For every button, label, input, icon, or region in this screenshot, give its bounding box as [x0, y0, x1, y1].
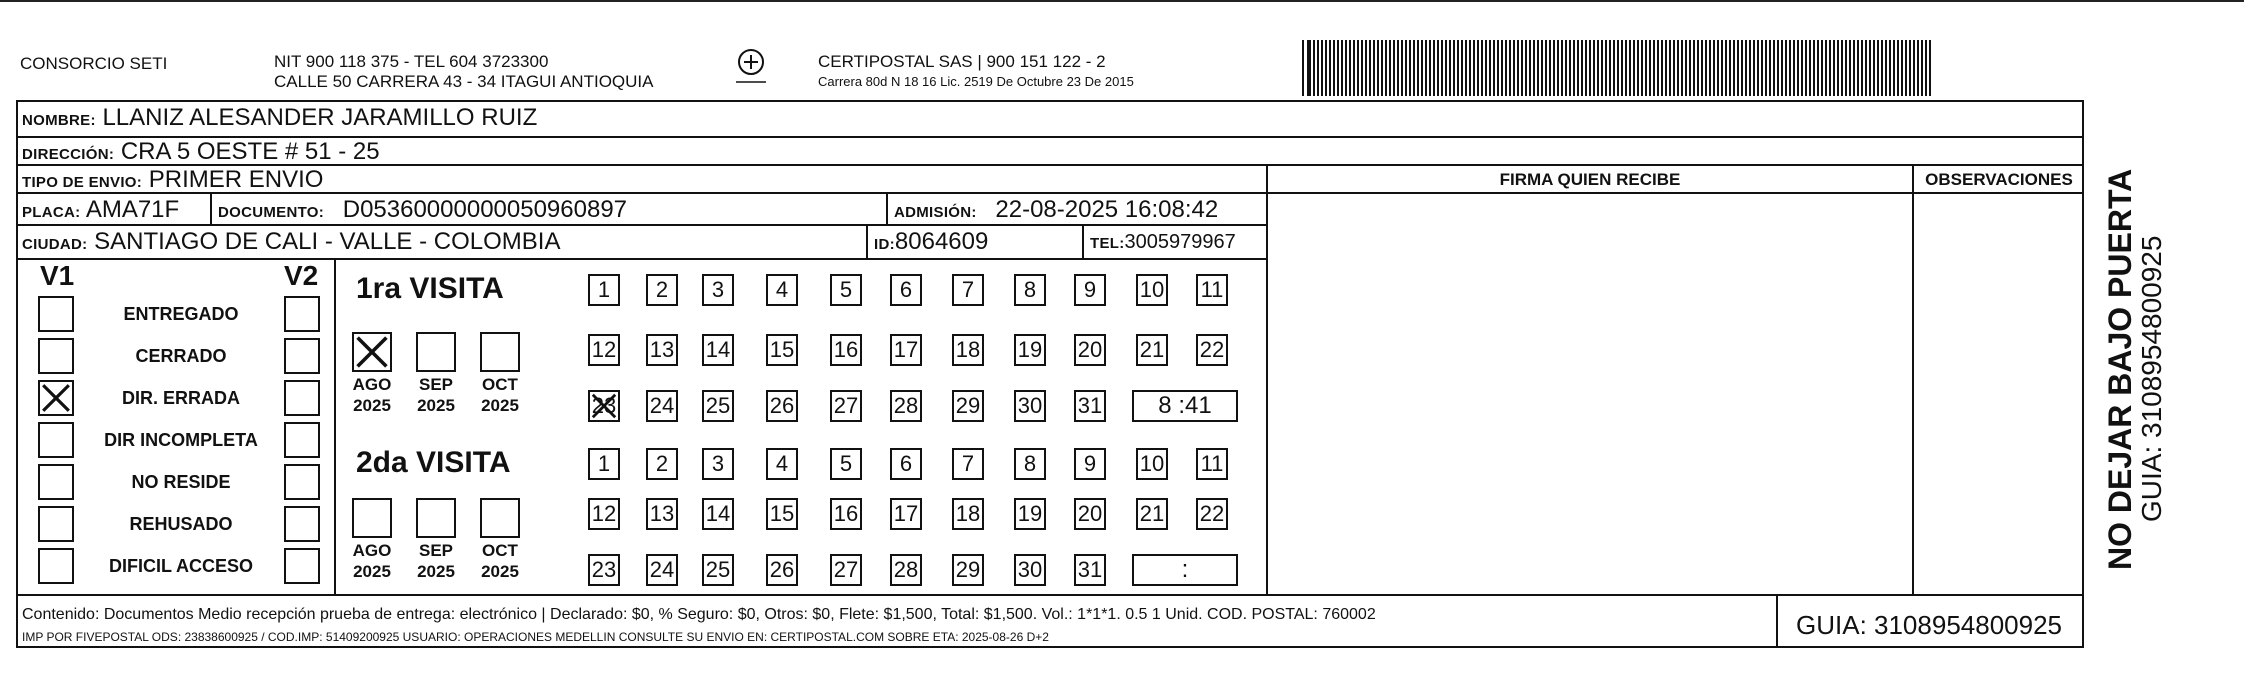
visit1-day-box[interactable]: 6 — [890, 274, 922, 306]
tel-row — [1090, 228, 1236, 258]
visit1-day-box[interactable]: 9 — [1074, 274, 1106, 306]
address-label: DIRECCIÓN: — [22, 146, 115, 163]
visit2-day-box[interactable]: 29 — [952, 554, 984, 586]
visit2-day-box[interactable]: 24 — [646, 554, 678, 586]
visit2-day-box[interactable]: 2 — [646, 448, 678, 480]
visit1-day-box[interactable]: 14 — [702, 334, 734, 366]
address-line: CALLE 50 CARRERA 43 - 34 ITAGUI ANTIOQUIA — [274, 72, 654, 91]
no-dejar-bajo-puerta: NO DEJAR BAJO PUERTA — [2102, 168, 2138, 570]
v2-checkbox[interactable] — [284, 506, 320, 542]
plate-row — [22, 196, 179, 227]
v1-checkbox[interactable] — [38, 506, 74, 542]
visit1-day-box[interactable]: 29 — [952, 390, 984, 422]
visit1-month-label: AGO 2025 — [352, 375, 392, 415]
visit1-day-box[interactable]: 4 — [766, 274, 798, 306]
visit2-month-checkbox[interactable] — [416, 498, 456, 538]
option-label: DIR. ERRADA — [121, 388, 240, 408]
visit1-day-box[interactable]: 8 — [1014, 274, 1046, 306]
visit1-day-box[interactable]: 15 — [766, 334, 798, 366]
visit1-day-box[interactable]: 7 — [952, 274, 984, 306]
visit1-day-box[interactable]: 30 — [1014, 390, 1046, 422]
visit2-day-box[interactable]: 10 — [1136, 448, 1168, 480]
v2-checkbox[interactable] — [284, 296, 320, 332]
certipostal-line: CERTIPOSTAL SAS | 900 151 122 - 2 — [818, 52, 1106, 71]
certipostal-logo — [730, 46, 772, 88]
visit1-day-box[interactable]: 16 — [830, 334, 862, 366]
observations-header: OBSERVACIONES — [1925, 170, 2073, 189]
v2-checkbox[interactable] — [284, 380, 320, 416]
recipient-address: CRA 5 OESTE # 51 - 25 — [120, 138, 380, 165]
visit2-day-box[interactable]: 11 — [1196, 448, 1228, 480]
visit1-time-box[interactable]: 8 :41 — [1132, 390, 1238, 422]
city-row — [22, 228, 560, 259]
license-line: Carrera 80d N 18 16 Lic. 2519 De Octubre 23 De 2015 — [818, 74, 1134, 89]
visit2-day-box[interactable]: 25 — [702, 554, 734, 586]
visit2-day-box[interactable]: 1 — [588, 448, 620, 480]
visit1-day-box[interactable]: 11 — [1196, 274, 1228, 306]
option-label: DIFICIL ACCESO — [108, 556, 253, 576]
visit1-month-label: OCT 2025 — [481, 375, 519, 415]
v1-checkbox[interactable] — [38, 338, 74, 374]
tel-value: 3005979967 — [1124, 231, 1236, 253]
option-label: ENTREGADO — [123, 304, 239, 324]
visit2-time-box[interactable]: : — [1132, 554, 1238, 586]
visit2-month-checkbox[interactable] — [352, 498, 392, 538]
visit2-day-box[interactable]: 3 — [702, 448, 734, 480]
v1-checkbox[interactable] — [38, 548, 74, 584]
doc-label: DOCUMENTO: — [218, 204, 325, 221]
observations-area[interactable] — [1916, 196, 2082, 592]
visit1-day-box[interactable]: 19 — [1014, 334, 1046, 366]
visit1-day-box[interactable]: 28 — [890, 390, 922, 422]
day-number: 23 — [591, 393, 617, 418]
visit1-month-checkbox[interactable] — [480, 332, 520, 372]
visit2-day-box[interactable]: 15 — [766, 498, 798, 530]
visit2-day-box[interactable]: 19 — [1014, 498, 1046, 530]
visit1-day-box[interactable]: 10 — [1136, 274, 1168, 306]
visit1-day-box[interactable]: 20 — [1074, 334, 1106, 366]
admission-value: 22-08-2025 16:08:42 — [995, 196, 1219, 223]
v1-label: V1 — [40, 260, 75, 291]
visit2-day-box[interactable]: 8 — [1014, 448, 1046, 480]
signature-header: FIRMA QUIEN RECIBE — [1499, 170, 1681, 189]
visit1-day-box[interactable]: 13 — [646, 334, 678, 366]
id-row — [874, 228, 988, 259]
option-label: NO RESIDE — [131, 472, 231, 492]
type-label: TIPO DE ENVIO: — [22, 174, 143, 191]
city-label: CIUDAD: — [22, 236, 88, 253]
v2-checkbox[interactable] — [284, 464, 320, 500]
visit1-day-box[interactable]: 5 — [830, 274, 862, 306]
visit2-title: 2da VISITA — [356, 446, 511, 479]
v2-label: V2 — [284, 260, 319, 291]
city-value: SANTIAGO DE CALI - VALLE - COLOMBIA — [94, 228, 561, 255]
option-label: REHUSADO — [129, 514, 233, 534]
visit2-month-label: OCT 2025 — [481, 541, 519, 581]
v2-checkbox[interactable] — [284, 548, 320, 584]
address-row — [22, 138, 380, 169]
name-label: NOMBRE: — [22, 112, 96, 129]
content-line: Contenido: Documentos Medio recepción prueba de entrega: electrónico | Declarado: $0, % Seguro: $0, Otros: $0, Flete: $1,500, Total: $1,500. Vol.: 1*1*1. 0.5 1 Unid. COD. POSTAL: 760002 — [22, 606, 1376, 623]
visit1-day-box[interactable]: 22 — [1196, 334, 1228, 366]
visit1-day-box[interactable]: 21 — [1136, 334, 1168, 366]
visit2-day-box[interactable]: 7 — [952, 448, 984, 480]
id-value: 8064609 — [894, 228, 989, 255]
recipient-name: LLANIZ ALESANDER JARAMILLO RUIZ — [102, 104, 538, 131]
visit1-title: 1ra VISITA — [356, 272, 504, 305]
v1-checkbox[interactable] — [38, 296, 74, 332]
visit2-day-box[interactable]: 6 — [890, 448, 922, 480]
visit1-day-box[interactable]: 3 — [702, 274, 734, 306]
guia-side: GUIA: 3108954800925 — [2136, 235, 2167, 522]
visit1-day-box[interactable]: 31 — [1074, 390, 1106, 422]
option-label: CERRADO — [135, 346, 227, 366]
visit2-day-box[interactable]: 21 — [1136, 498, 1168, 530]
imp-line: IMP POR FIVEPOSTAL ODS: 23838600925 / COD.IMP: 51409200925 USUARIO: OPERACIONES MEDELLIN CONSULTE SU ENVIO EN: CERTIPOSTAL.COM SOBRE ETA: 2025-08-26 D+2 — [22, 630, 1049, 644]
nit-line: NIT 900 118 375 - TEL 604 3723300 — [274, 52, 549, 71]
visit2-day-box[interactable]: 12 — [588, 498, 620, 530]
visit1-day-box[interactable]: 24 — [646, 390, 678, 422]
visit1-day-box[interactable]: 2 — [646, 274, 678, 306]
signature-area[interactable] — [1270, 196, 1910, 592]
doc-value: D05360000000050960897 — [342, 196, 628, 223]
barcode — [1302, 40, 1938, 98]
option-label: DIR INCOMPLETA — [104, 430, 258, 450]
company-name: CONSORCIO SETI — [20, 54, 168, 73]
visit2-day-box[interactable]: 30 — [1014, 554, 1046, 586]
visit1-day-box[interactable]: 25 — [702, 390, 734, 422]
visit2-day-box[interactable]: 17 — [890, 498, 922, 530]
visit1-day-box[interactable]: 18 — [952, 334, 984, 366]
plate-label: PLACA: — [22, 204, 81, 221]
visit2-day-box[interactable]: 31 — [1074, 554, 1106, 586]
visit1-day-box[interactable]: 1 — [588, 274, 620, 306]
visit2-day-box[interactable]: 22 — [1196, 498, 1228, 530]
visit2-day-box[interactable]: 23 — [588, 554, 620, 586]
id-label: ID: — [874, 236, 895, 253]
visit1-day-box[interactable]: 17 — [890, 334, 922, 366]
shipment-type: PRIMER ENVIO — [148, 166, 324, 193]
v1-checkbox[interactable] — [38, 422, 74, 458]
visit1-month-label: SEP 2025 — [417, 375, 455, 415]
v1-checkbox[interactable] — [38, 380, 74, 416]
visit1-day-box[interactable]: 26 — [766, 390, 798, 422]
visit1-day-box[interactable]: 12 — [588, 334, 620, 366]
admission-label: ADMISIÓN: — [894, 204, 977, 221]
admission-row — [894, 196, 1218, 227]
v2-checkbox[interactable] — [284, 422, 320, 458]
visit2-month-label: SEP 2025 — [417, 541, 455, 581]
visit2-day-box[interactable]: 28 — [890, 554, 922, 586]
visit1-day-box[interactable] — [588, 390, 620, 422]
name-row — [22, 104, 537, 135]
visit1-month-checkbox[interactable] — [416, 332, 456, 372]
v2-checkbox[interactable] — [284, 338, 320, 374]
visit2-day-box[interactable]: 4 — [766, 448, 798, 480]
guia-footer: GUIA: 3108954800925 — [1796, 610, 2062, 640]
visit2-day-box[interactable]: 5 — [830, 448, 862, 480]
doc-row — [218, 196, 627, 227]
type-row — [22, 166, 323, 197]
visit2-day-box[interactable]: 16 — [830, 498, 862, 530]
v1-checkbox[interactable] — [38, 464, 74, 500]
plate-value: AMA71F — [85, 196, 180, 223]
visit2-day-box[interactable]: 18 — [952, 498, 984, 530]
visit2-month-checkbox[interactable] — [480, 498, 520, 538]
visit2-day-box[interactable]: 9 — [1074, 448, 1106, 480]
visit2-month-label: AGO 2025 — [352, 541, 392, 581]
visit2-day-box[interactable]: 26 — [766, 554, 798, 586]
tel-label: TEL: — [1090, 235, 1125, 252]
visit2-day-box[interactable]: 20 — [1074, 498, 1106, 530]
visit2-day-box[interactable]: 13 — [646, 498, 678, 530]
visit2-day-box[interactable]: 14 — [702, 498, 734, 530]
visit2-day-box[interactable]: 27 — [830, 554, 862, 586]
visit1-month-checkbox[interactable] — [352, 332, 392, 372]
visit1-day-box[interactable]: 27 — [830, 390, 862, 422]
